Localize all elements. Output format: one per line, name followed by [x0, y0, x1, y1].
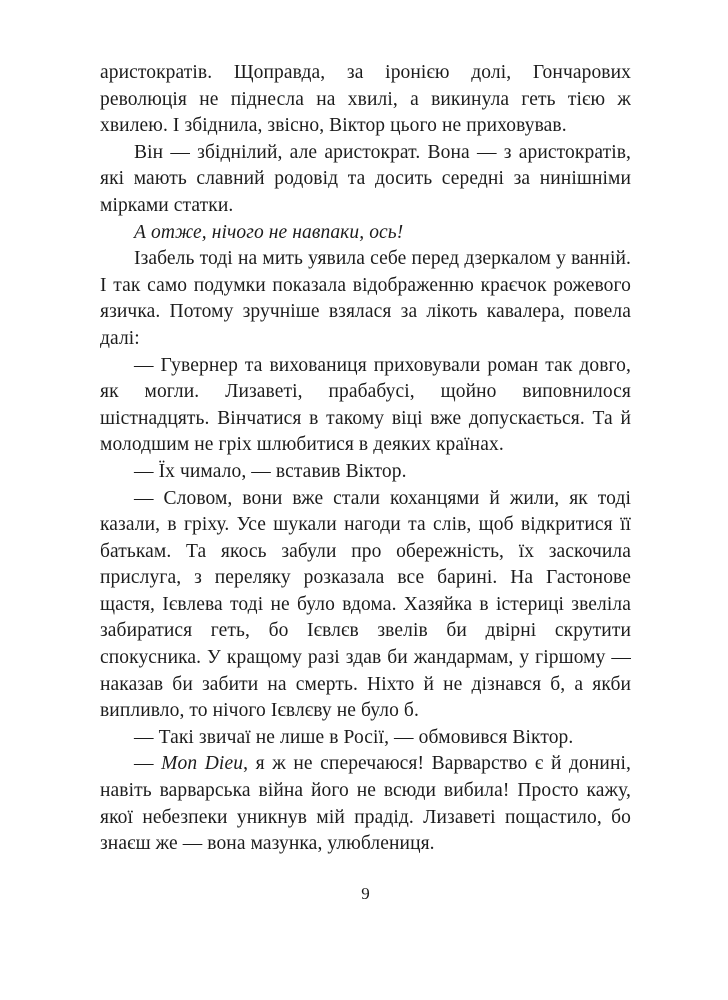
paragraph-text: — Гувернер та вихованиця приховували роман так довго, як могли. Лизаветі, прабабусі, щойно виповнилося шістнадцять. Вінчатися в такому віці вже допускається. Та й молодшим не гріх шлюбитися в деяких країнах.: [100, 354, 631, 456]
paragraph-text: аристократів. Щоправда, за іронією долі, Гончарових революція не піднесла на хвилі, а викинула геть тією ж хвилею. І збіднила, звісно, Віктор цього не приховував.: [100, 62, 631, 137]
paragraph-text: — Їх чимало, — вставив Віктор.: [134, 460, 407, 482]
paragraph-text: Він — збіднілий, але аристократ. Вона — з аристократів, які мають славний родовід та досить середні за нинішніми мірками статки.: [100, 141, 631, 216]
paragraph: [100, 60, 631, 140]
paragraph-text-italic: Mon Dieu: [161, 753, 244, 775]
paragraph-text-italic: А отже, нічого не навпаки, ось!: [134, 221, 404, 243]
paragraph: [100, 246, 631, 352]
paragraph-text: — Словом, вони вже стали коханцями й жили, як тоді казали, в гріху. Усе шукали нагоди та слів, щоб відкритися її батькам. Та якось забули про обережність, їх заскочила прислуга, з переляку розказала все барині. На Гастонове щастя, Ієвлева тоді не було вдома. Хазяйка в істериці звеліла забиратися геть, бо Ієвлєв звелів би двірні скрутити спокусника. У кращому разі здав би жандармам, у гіршому — наказав би забити на смерть. Ніхто й не дізнався б, а якби випливло, то нічого Ієвлєву не було б.: [100, 487, 631, 722]
paragraph-text: — Такі звичаї не лише в Росії, — обмовився Віктор.: [134, 726, 574, 748]
paragraph: [100, 353, 631, 459]
paragraph: [100, 459, 631, 486]
paragraph: [100, 220, 631, 247]
paragraph: [100, 751, 631, 857]
paragraph: [100, 140, 631, 220]
paragraph: [100, 725, 631, 752]
paragraph: [100, 486, 631, 725]
text-block: [100, 60, 631, 858]
paragraph-text: , я ж не сперечаюся! Варварство є й донині, навіть варварська війна його не всюди вибила! Просто кажу, якої небезпеки уникнув мій прадід. Лизаветі пощастило, бо знаєш же — вона мазунка, улюблениця.: [100, 753, 632, 855]
paragraph-text: —: [134, 753, 162, 775]
page-number: 9: [361, 884, 370, 903]
paragraph-text: Ізабель тоді на мить уявила себе перед дзеркалом у ванній. І так само подумки показала відображенню краєчок рожевого язичка. Потому зручніше взялася за лікоть кавалера, повела далі:: [100, 248, 631, 349]
